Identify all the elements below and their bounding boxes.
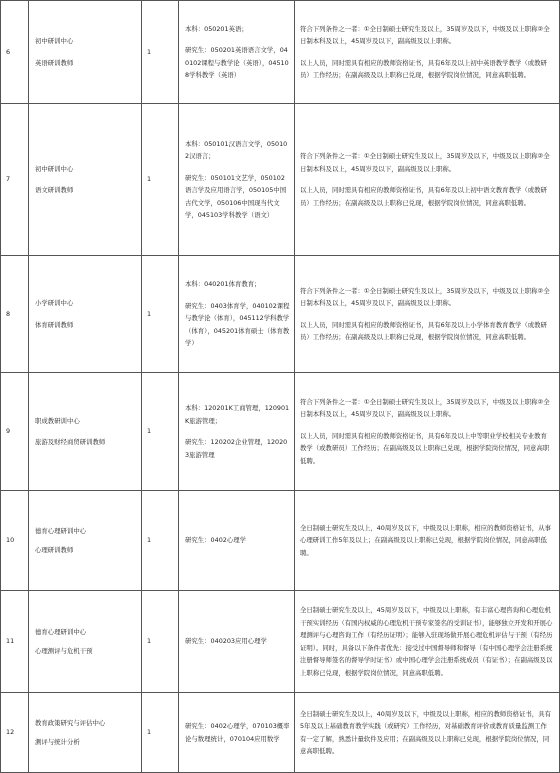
requirement-cell bbox=[295, 256, 560, 373]
position-name: 测评与统计分析 bbox=[35, 737, 80, 746]
major-graduate: 研究生：050101文艺学，050102语言学及应用语言学，050105中国古代文学，050106中国现当代文学，045103学科教学（语文） bbox=[185, 173, 287, 219]
row-number: 10 bbox=[1, 491, 29, 591]
department-name: 教育政策研究与评估中心 bbox=[35, 719, 106, 727]
hire-count: 1 bbox=[142, 104, 179, 256]
position-cell bbox=[29, 491, 142, 591]
requirement-note: 以上人员，同时需具有相应的教师资格证书，具有6年及以上小学体育教育教学（或教研员）工作经历；在副高级及以上职称已兑现，根据学院岗位情况，同意高职低聘。 bbox=[300, 320, 547, 341]
major-graduate: 研究生：120202企业管理，120203旅游管理 bbox=[185, 438, 288, 459]
major-cell bbox=[179, 104, 295, 256]
department-name: 德育心理研训中心 bbox=[35, 628, 87, 636]
table-row bbox=[1, 1, 560, 104]
requirement-note: 以上人员，同时需具有相应的教师资格证书，具有6年及以上初中语文教育教学（或教研员）工作经历；在副高级及以上职称已兑现，根据学院岗位情况，同意高职低聘。 bbox=[300, 186, 547, 207]
requirement-text: 符合下列条件之一者：①全日制硕士研究生及以上，35周岁及以下，中级及以上职称②全日制本科及以上，45周岁及以下，副高级及以上职称。 bbox=[300, 397, 550, 419]
requirement-note: 以上人员，同时需具有相应的教师资格证书，具有6年及以上初中英语教学教学（或教研员）工作经历；在副高级及以上职称已兑现，根据学院岗位情况，同意高职低聘。 bbox=[300, 58, 547, 79]
hire-count: 1 bbox=[142, 1, 179, 104]
table-row bbox=[1, 591, 560, 693]
major-graduate: 研究生：0402心理学，070103概率论与数理统计，070104应用数学 bbox=[185, 722, 290, 743]
position-cell bbox=[29, 1, 142, 104]
major-cell bbox=[179, 1, 295, 104]
requirement-text: 符合下列条件之一者：①全日制硕士研究生及以上，35周岁及以下，中级及以上职称②全日制本科及以上，45周岁及以下，副高级及以上职称。 bbox=[300, 152, 550, 173]
major-graduate: 研究生：0402心理学 bbox=[185, 536, 246, 545]
major-undergrad: 本科：050101汉语言文学，050102汉语言； bbox=[185, 139, 288, 160]
department-name: 初中研训中心 bbox=[35, 37, 74, 45]
hire-count: 1 bbox=[142, 491, 179, 591]
row-number: 6 bbox=[1, 1, 29, 104]
table-row bbox=[1, 256, 560, 373]
requirement-cell bbox=[295, 491, 560, 591]
major-graduate: 研究生：050201英语语言文学，040102课程与教学论（英语），045108学科教学（英语） bbox=[185, 46, 289, 79]
requirement-cell bbox=[295, 1, 560, 104]
position-cell bbox=[29, 591, 142, 693]
row-number: 7 bbox=[1, 104, 29, 256]
major-cell bbox=[179, 256, 295, 373]
row-number: 9 bbox=[1, 373, 29, 491]
row-number: 11 bbox=[1, 591, 29, 693]
major-undergrad: 本科：120201K工商管理，120901K旅游管理； bbox=[185, 404, 290, 425]
department-name: 小学研训中心 bbox=[35, 299, 74, 307]
position-name: 语文研训教师 bbox=[35, 186, 74, 194]
position-name: 心理研训教师 bbox=[35, 545, 74, 554]
hire-count: 1 bbox=[142, 256, 179, 373]
requirement-text: 全日制硕士研究生及以上，45周岁及以下，中级及以上职称，有丰富心理咨询和心理危机干预实训经历（有国内权威的心理危机干预专家签名的受训证书），能够独立开发和开展心理测评与心理咨询工作（有经历证明）；能够入驻现场做开展心理危机评估与干预（有经历证明）。同时，具备以下条件者优先：接受过中国督导师和督导（有中国心理学会注册系统注册督导师签名的督导学时证书）或中国心理学会注册系统成员（有证书）；在副高级及以上职称已兑现，根据学院岗位情况，同意高职低聘。 bbox=[300, 606, 553, 677]
table-row bbox=[1, 104, 560, 256]
position-name: 英语研训教师 bbox=[35, 58, 74, 67]
requirement-note: 以上人员，同时需具有相应的教师资格证书，具有6年及以上中等职业学校相关专业教育教学（或教研员）工作经历；在副高级及以上职称已兑现，根据学院岗位情况，同意高职低聘。 bbox=[300, 431, 550, 465]
requirement-text: 符合下列条件之一者：①全日制硕士研究生及以上，35周岁及以下，中级及以上职称②全日制本科及以上，45周岁及以下，副高级及以上职称。 bbox=[300, 24, 550, 45]
position-name: 心理测评与危机干预 bbox=[35, 646, 93, 655]
department-name: 职成教研训中心 bbox=[35, 416, 80, 425]
table-row bbox=[1, 373, 560, 491]
requirement-cell bbox=[295, 373, 560, 491]
major-cell bbox=[179, 373, 295, 491]
hire-count: 1 bbox=[142, 373, 179, 491]
major-cell bbox=[179, 591, 295, 693]
requirement-cell bbox=[295, 104, 560, 256]
row-number: 12 bbox=[1, 693, 29, 773]
major-undergrad: 本科：040201体育教育； bbox=[185, 280, 261, 289]
position-cell bbox=[29, 256, 142, 373]
table-row bbox=[1, 693, 560, 773]
requirement-cell bbox=[295, 591, 560, 693]
major-graduate: 研究生：0403体育学，040102课程与教学论（体育），045112学科教学（体育），045201体育硕士（体育教学） bbox=[185, 301, 290, 348]
hire-count: 1 bbox=[142, 591, 179, 693]
position-cell bbox=[29, 693, 142, 773]
table-row bbox=[1, 491, 560, 591]
major-cell bbox=[179, 491, 295, 591]
department-name: 初中研训中心 bbox=[35, 164, 74, 173]
requirement-cell bbox=[295, 693, 560, 773]
hire-count: 1 bbox=[142, 693, 179, 773]
major-cell bbox=[179, 693, 295, 773]
position-name: 旅游及财经商贸研训教师 bbox=[35, 438, 106, 446]
row-number: 8 bbox=[1, 256, 29, 373]
position-cell bbox=[29, 104, 142, 256]
major-graduate: 研究生：040203应用心理学 bbox=[185, 637, 267, 646]
major-undergrad: 本科：050201英语； bbox=[185, 24, 248, 33]
department-name: 德育心理研训中心 bbox=[35, 527, 87, 535]
requirement-text: 全日制硕士研究生及以上，40周岁及以下，中级及以上职称，相应的教师资格证书，从事心理研训工作5年及以上；在副高级及以上职称已兑现，根据学院岗位情况，同意高职低聘。 bbox=[300, 523, 551, 557]
requirement-text: 全日制硕士研究生及以上，40周岁及以下，中级及以上职称，相应的教师资格证书，具有5年及以上基础教育教学实践（或研究）工作经历，对基础教育评价或教育质量监测工作有一定了解，熟悉计量软件及应用；在副高级及以上职称已兑现，根据学院岗位情况，同意高职低聘。 bbox=[300, 709, 551, 755]
position-name: 体育研训教师 bbox=[35, 320, 74, 329]
requirement-text: 符合下列条件之一者：①全日制硕士研究生及以上，35周岁及以下，中级及以上职称②全日制本科及以上，45周岁及以下，副高级及以上职称。 bbox=[300, 286, 550, 307]
position-cell bbox=[29, 373, 142, 491]
